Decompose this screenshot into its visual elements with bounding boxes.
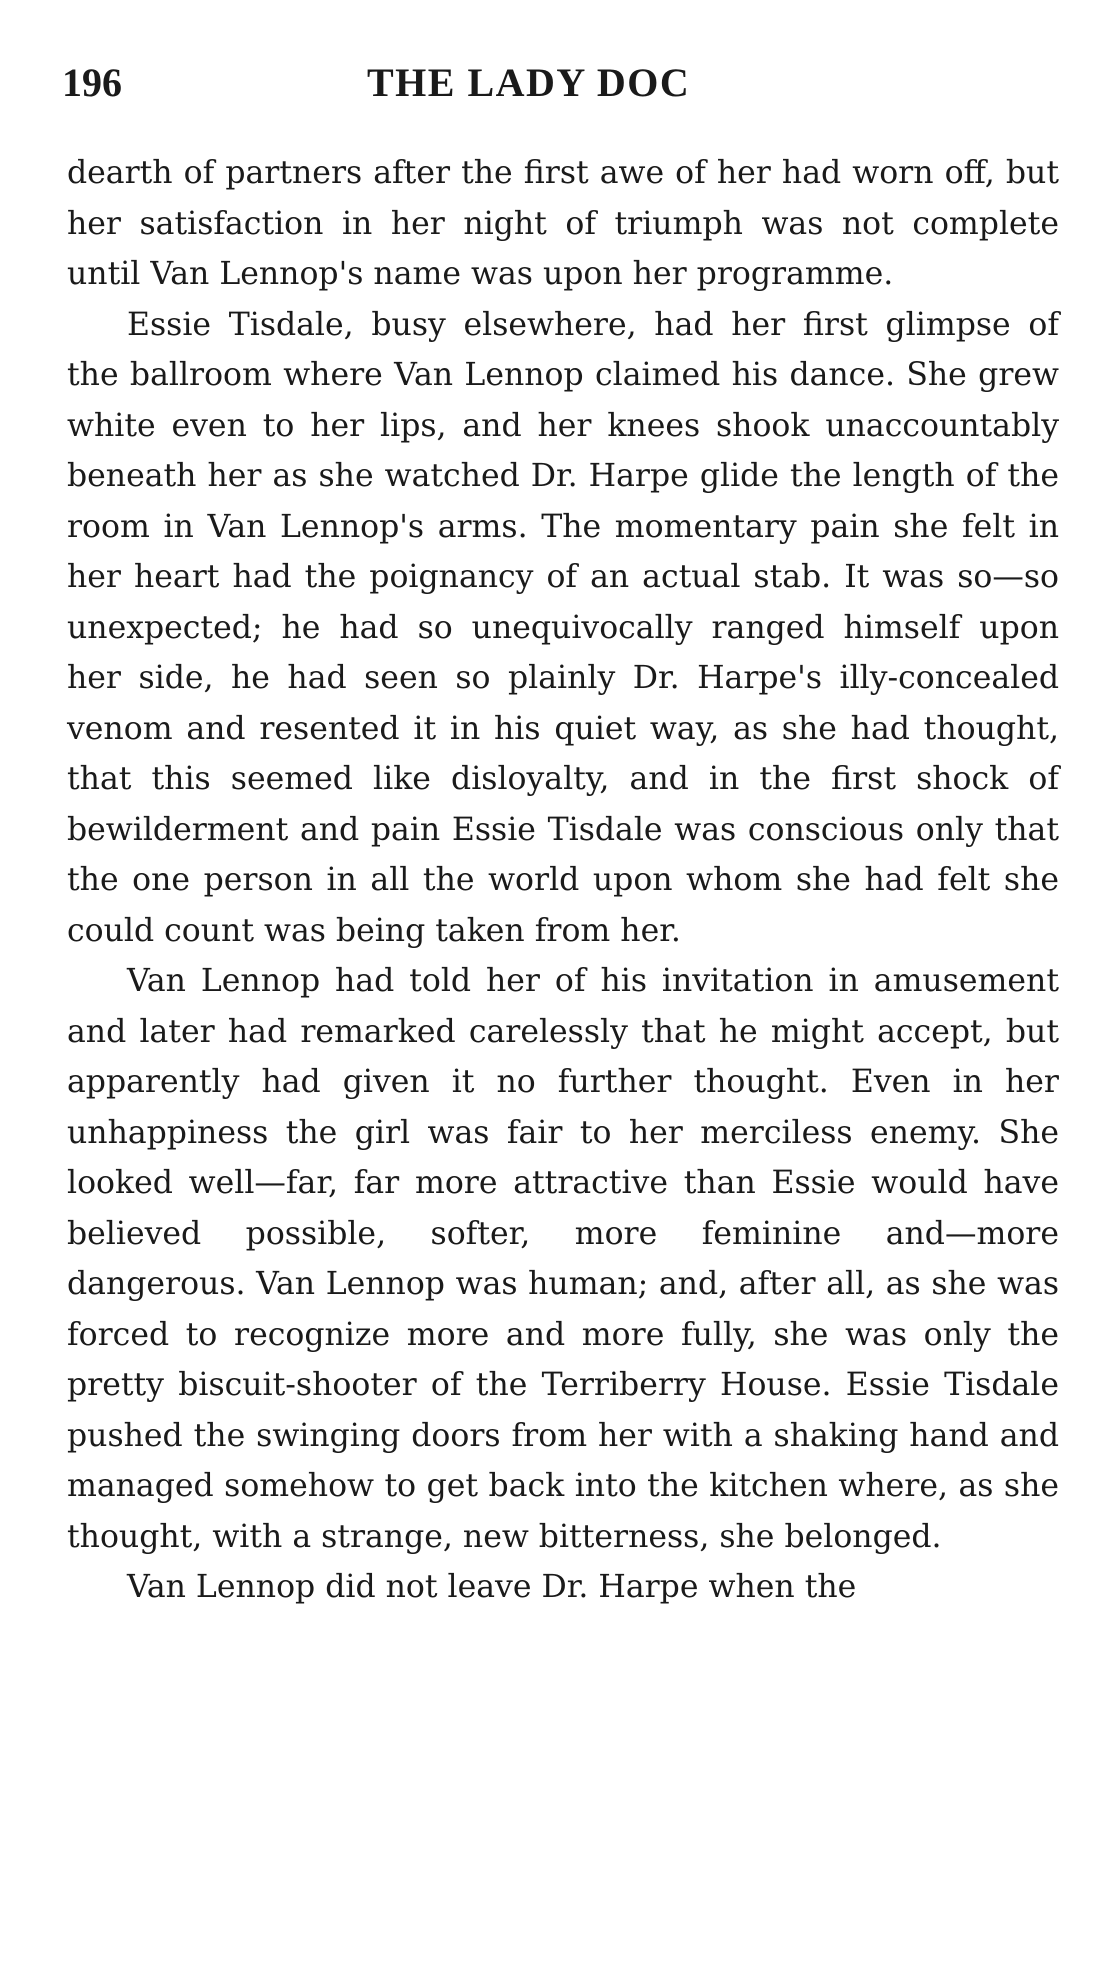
paragraph-partial: Van Lennop did not leave Dr. Harpe when the: [127, 1569, 857, 1605]
paragraph-continued: dearth of partners after the first awe of her had worn off, but her satisfaction in her night of triumph was not complete until Van Lennop's name was upon her programme.: [67, 155, 1059, 292]
page-number: 196: [62, 60, 122, 105]
page-header: [62, 58, 1062, 108]
paragraph: Essie Tisdale, busy elsewhere, had her first glimpse of the ballroom where Van Lennop claimed his dance. She grew white even to her lips, and her knees shook unaccountably beneath her as she watched Dr. Harpe glide the length of the room in Van Lennop's arms. The momentary pain she felt in her heart had the poignancy of an actual stab. It was so—so unexpected; he had so unequivocally ranged himself upon her side, he had seen so plainly Dr. Harpe's illy-concealed venom and resented it in his quiet way, as she had thought, that this seemed like disloyalty, and in the first shock of bewilderment and pain Essie Tisdale was conscious only that the one person in all the world upon whom she had felt she could count was being taken from her.: [67, 306, 1059, 949]
body-text: [67, 148, 1059, 1613]
paragraph: Van Lennop had told her of his invitation in amusement and later had remarked carelessly that he might accept, but apparently had given it no further thought. Even in her unhappiness the girl was fair to her merciless enemy. She looked well—far, far more attractive than Essie would have believed possible, softer, more feminine and—more dangerous. Van Lennop was human; and, after all, as she was forced to recognize more and more fully, she was only the pretty biscuit-shooter of the Terriberry House. Essie Tisdale pushed the swinging doors from her with a shaking hand and managed somehow to get back into the kitchen where, as she thought, with a strange, new bitterness, she belonged.: [67, 963, 1059, 1555]
running-title: THE LADY DOC: [367, 60, 691, 105]
